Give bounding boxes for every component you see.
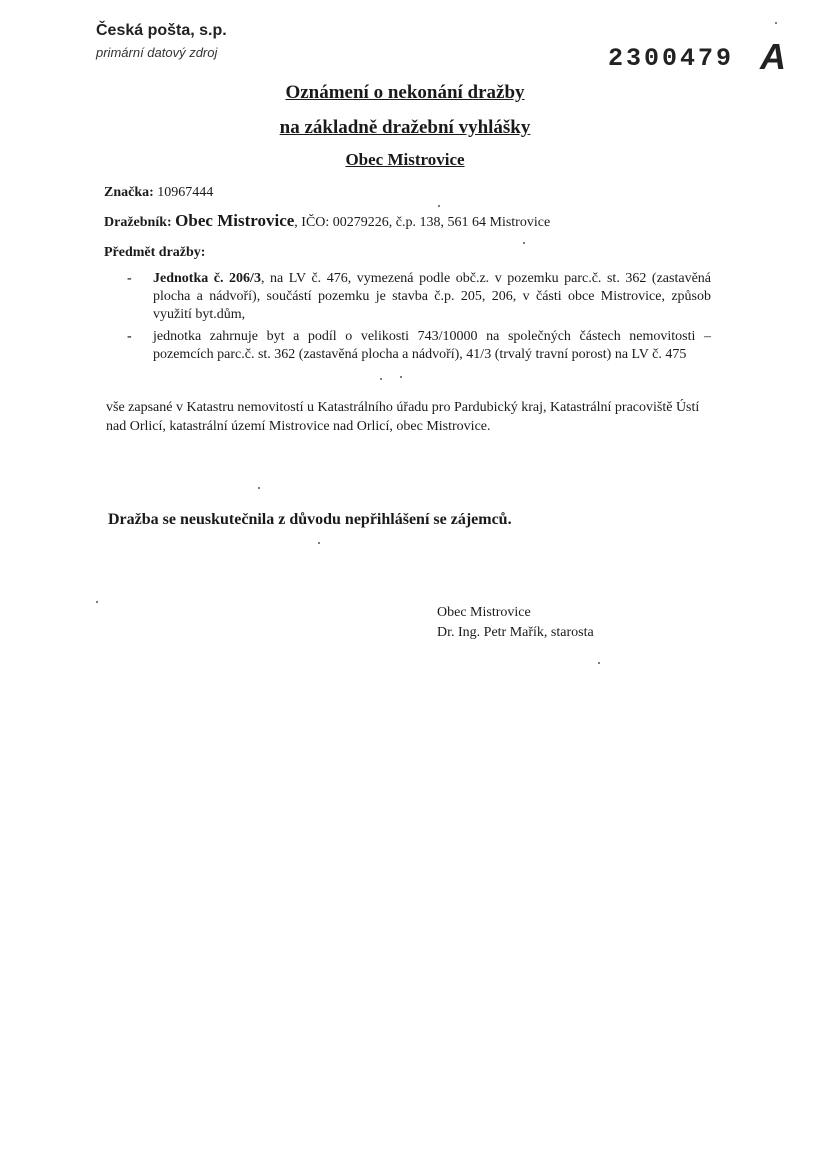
auction-notice: Dražba se neuskutečnila z důvodu nepřihlášení se zájemců. xyxy=(108,511,512,528)
znacka-row xyxy=(104,184,213,202)
scan-speck xyxy=(598,662,600,664)
cadastre-summary: vše zapsané v Katastru nemovitostí u Katastrálního úřadu pro Pardubický kraj, Katastrální pracoviště Ústí nad Orlicí, katastrální území Mistrovice nad Orlicí, obec Mistrovice. xyxy=(106,400,700,434)
drazebnik-label: Dražebník: xyxy=(104,215,172,230)
unit-lead: Jednotka č. 206/3 xyxy=(153,271,261,286)
scan-speck xyxy=(318,542,320,544)
scan-speck xyxy=(380,378,382,380)
scan-speck xyxy=(258,487,260,489)
list-item-text xyxy=(153,270,711,325)
stamp-subtitle: primární datový zdroj xyxy=(96,45,218,60)
scan-speck xyxy=(523,242,525,244)
scan-speck xyxy=(438,205,440,207)
drazebnik-details: , IČO: 00279226, č.p. 138, 561 64 Mistrovice xyxy=(294,215,551,230)
unit-description: , na LV č. 476, vymezená podle obč.z. v pozemku parc.č. st. 362 (zastavěná plocha a nádvoří), součástí pozemku je stavba č.p. 205, 206, v části obce Mistrovice, způsob využití byt.dům, xyxy=(153,271,712,323)
document-number: 2300479 xyxy=(608,44,735,73)
stamp-organization: Česká pošta, s.p. xyxy=(96,22,227,39)
document-number-letter: A xyxy=(760,36,786,77)
list-bullet: - xyxy=(127,329,132,344)
signature-name: Dr. Ing. Petr Mařík, starosta xyxy=(437,625,594,640)
scan-speck xyxy=(400,376,402,378)
drazebnik-org: Obec Mistrovice xyxy=(175,211,295,230)
title-line-2: na základně dražební vyhlášky xyxy=(279,117,531,138)
predmet-label: Předmět dražby: xyxy=(104,245,206,260)
scan-speck xyxy=(96,601,98,603)
znacka-label: Značka: xyxy=(104,185,154,200)
drazebnik-row xyxy=(104,212,550,232)
list-item-text: jednotka zahrnuje byt a podíl o velikosti 743/10000 na společných částech nemovitosti – pozemcích parc.č. st. 362 (zastavěná plocha a nádvoří), 41/3 (trvalý travní porost) na LV č. 475 xyxy=(153,329,711,363)
znacka-value: 10967444 xyxy=(157,185,214,200)
signature-organization: Obec Mistrovice xyxy=(437,605,531,620)
title-municipality: Obec Mistrovice xyxy=(345,150,465,169)
scan-speck xyxy=(775,22,777,24)
title-line-1: Oznámení o nekonání dražby xyxy=(285,82,525,103)
list-bullet: - xyxy=(127,271,132,286)
